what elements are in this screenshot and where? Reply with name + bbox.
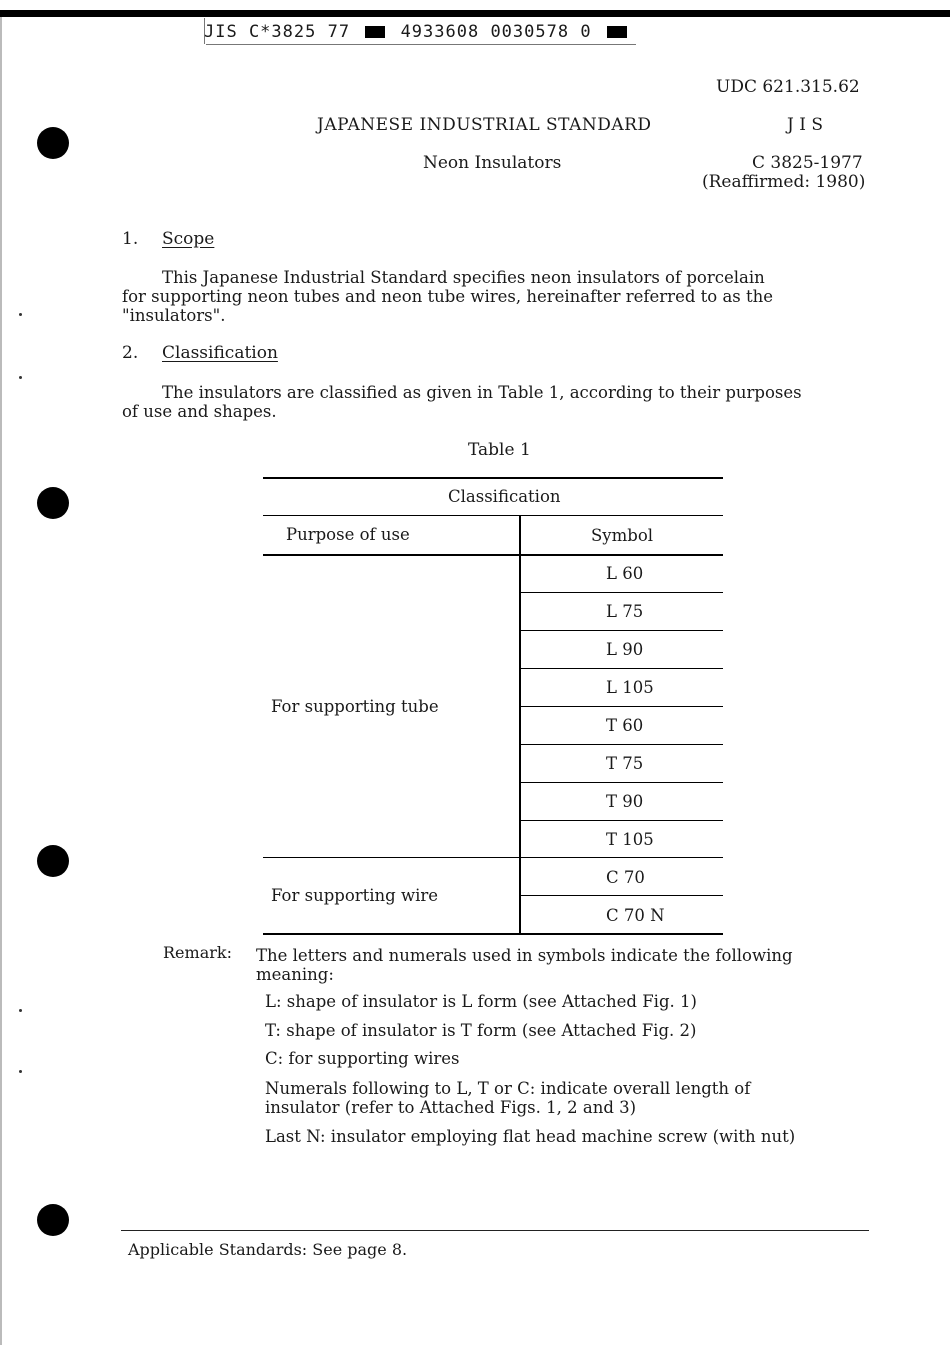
symbol-cell: L 90 (606, 640, 644, 659)
table-row-rule (520, 630, 723, 631)
tube-purpose-label: For supporting tube (271, 697, 439, 716)
remark-intro-2: meaning: (256, 965, 334, 984)
section-1-number: 1. (122, 229, 139, 249)
scan-speck (19, 313, 22, 316)
symbol-cell: L 105 (606, 678, 654, 697)
table-row-rule (520, 706, 723, 707)
remark-item-c: C: for supporting wires (265, 1049, 460, 1068)
section-2-number: 2. (122, 343, 139, 363)
table-group-rule (263, 857, 723, 858)
table-group-header: Classification (448, 487, 561, 506)
table-row-rule (520, 744, 723, 745)
classification-line-1: The insulators are classified as given in Table 1, according to their purposes (162, 383, 802, 402)
table-rule (263, 554, 723, 556)
table-rule (263, 515, 723, 516)
table-row-rule (520, 592, 723, 593)
punch-hole (37, 487, 69, 519)
symbol-cell: L 60 (606, 564, 644, 583)
table-column-divider (519, 515, 521, 934)
scope-line-2: for supporting neon tubes and neon tube wires, hereinafter referred to as the (122, 287, 774, 306)
scan-left-edge (0, 17, 2, 1345)
scan-block-mark (607, 26, 627, 38)
table-rule-top (263, 477, 723, 479)
punch-hole (37, 845, 69, 877)
scan-block-mark (365, 26, 385, 38)
scope-line-1: This Japanese Industrial Standard specifies neon insulators of porcelain (162, 268, 765, 287)
applicable-standards: Applicable Standards: See page 8. (128, 1240, 408, 1259)
reaffirmed-date: (Reaffirmed: 1980) (702, 172, 866, 192)
remark-intro-1: The letters and numerals used in symbols indicate the following (256, 946, 793, 965)
remark-label: Remark: (163, 943, 232, 962)
scan-speck (19, 1009, 22, 1012)
scan-top-border (0, 10, 950, 17)
table-rule-bottom (263, 933, 723, 935)
table-caption: Table 1 (468, 440, 531, 460)
remark-item-numerals-1: Numerals following to L, T or C: indicate overall length of (265, 1079, 751, 1098)
symbol-cell: T 90 (606, 792, 644, 811)
org-title: JAPANESE INDUSTRIAL STANDARD (317, 115, 652, 135)
wire-purpose-label: For supporting wire (271, 886, 439, 905)
footer-rule (121, 1230, 869, 1231)
scope-line-3: "insulators". (122, 306, 226, 325)
table-row-rule (520, 668, 723, 669)
remark-item-n: Last N: insulator employing flat head machine screw (with nut) (265, 1127, 796, 1146)
scan-code-b: 4933608 0030578 0 (400, 22, 592, 42)
table-row-rule (520, 782, 723, 783)
symbol-cell: C 70 N (606, 906, 665, 925)
punch-hole (37, 1204, 69, 1236)
section-1-title: Scope (162, 229, 215, 249)
scan-header-underline (206, 44, 636, 45)
scan-code-a: JIS C*3825 77 (204, 22, 351, 42)
page-title: Neon Insulators (423, 153, 562, 173)
symbol-cell: L 75 (606, 602, 644, 621)
jis-mark: J I S (787, 115, 823, 135)
remark-item-l: L: shape of insulator is L form (see Attached Fig. 1) (265, 992, 697, 1011)
remark-item-numerals-2: insulator (refer to Attached Figs. 1, 2 and 3) (265, 1098, 637, 1117)
udc-code: UDC 621.315.62 (716, 77, 860, 97)
symbol-cell: T 75 (606, 754, 644, 773)
punch-hole (37, 127, 69, 159)
table-row-rule (520, 895, 723, 896)
table-header-symbol: Symbol (591, 526, 654, 545)
scan-header-code (204, 22, 631, 42)
classification-line-2: of use and shapes. (122, 402, 277, 421)
table-row-rule (520, 820, 723, 821)
symbol-cell: C 70 (606, 868, 645, 887)
section-2-title: Classification (162, 343, 278, 363)
remark-item-t: T: shape of insulator is T form (see Attached Fig. 2) (265, 1021, 697, 1040)
symbol-cell: T 105 (606, 830, 654, 849)
scan-speck (19, 1070, 22, 1073)
table-header-purpose: Purpose of use (286, 525, 410, 544)
scan-speck (19, 376, 22, 379)
symbol-cell: T 60 (606, 716, 644, 735)
standard-number: C 3825-1977 (752, 153, 863, 173)
